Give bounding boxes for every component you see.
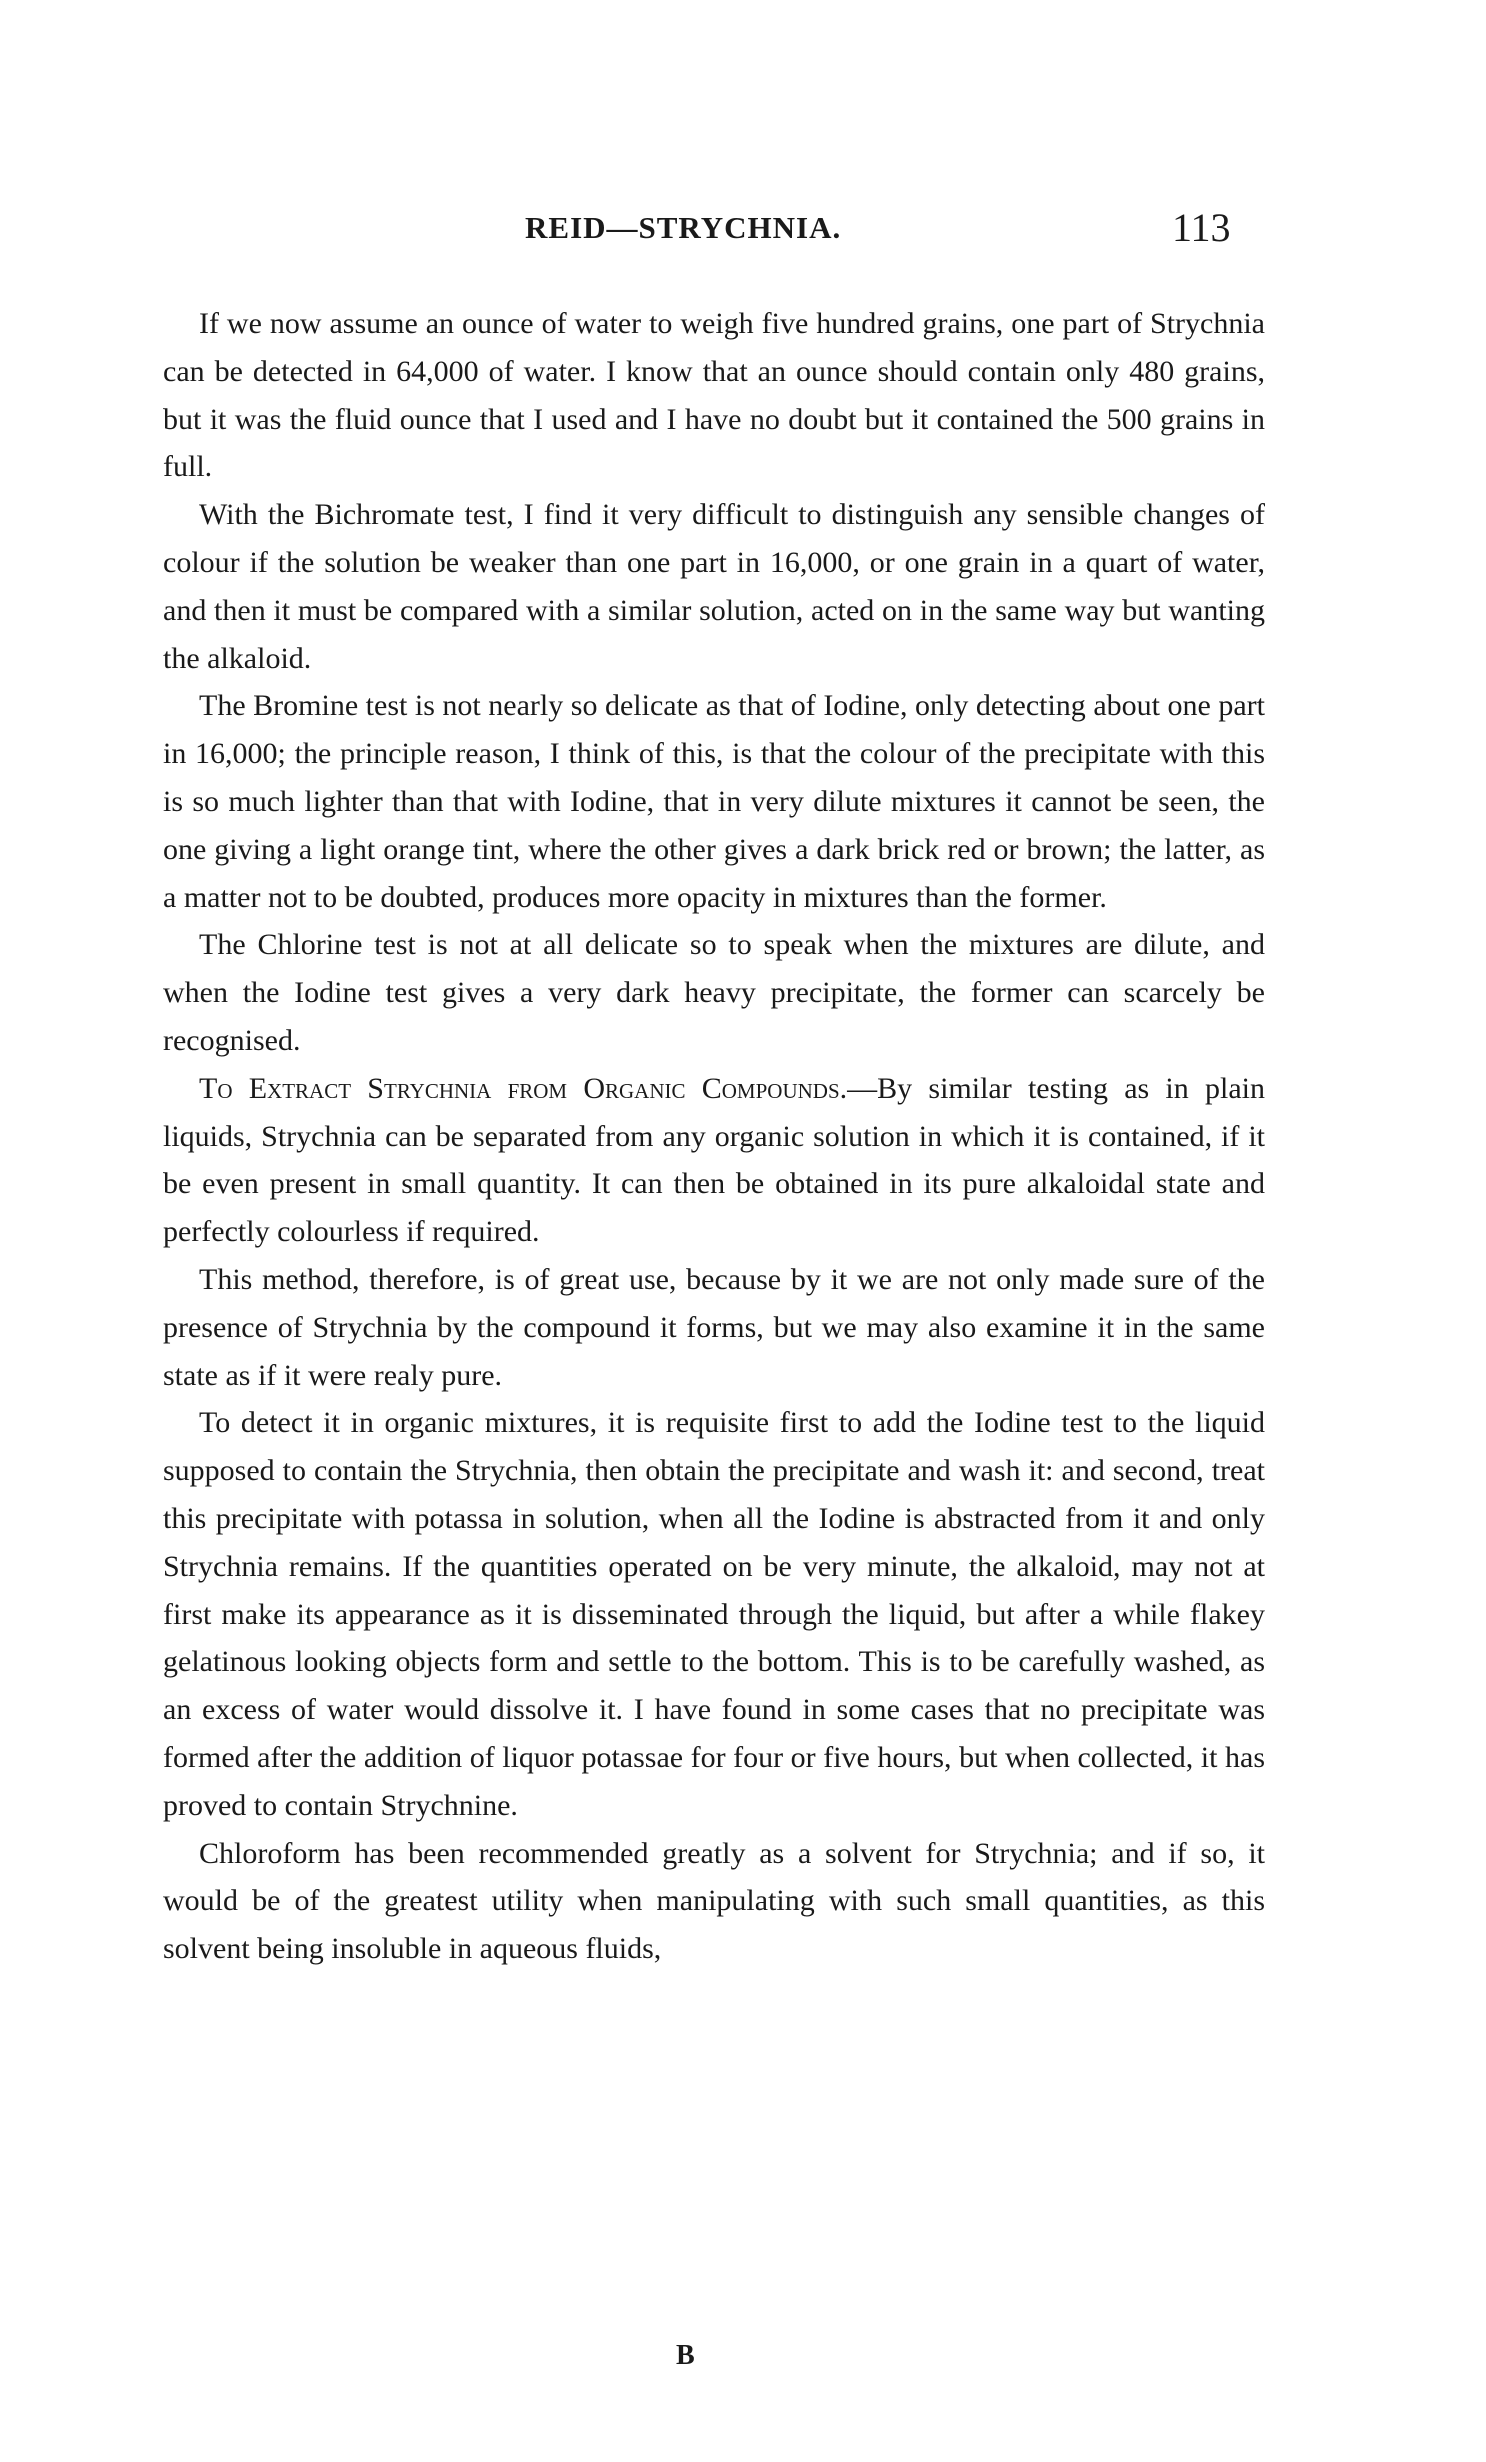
section-heading-extract: To Extract Strychnia from Organic Compounds. xyxy=(199,1071,848,1105)
paragraph-ounce-estimate: If we now assume an ounce of water to weigh five hundred grains, one part of Strychnia can be detected in 64,000 of water. I know that an ounce should contain only 480 grains, but it was the fluid ounce that I used and I have no doubt but it contained the 500 grains in full. xyxy=(163,307,1265,484)
body-text xyxy=(163,300,1265,1973)
extract-text: —By similar testing as in plain liquids, Strychnia can be separated from any organic solution in which it is contained, if it be even present in small quantity. It can then be obtained in its pure alkaloidal state and perfectly colourless if required. xyxy=(163,1071,1266,1249)
paragraph-chlorine-test: The Chlorine test is not at all delicate so to speak when the mixtures are dilute, and when the Iodine test gives a very dark heavy precipitate, the former can scarcely be recognised. xyxy=(163,928,1265,1057)
signature-mark: B xyxy=(676,2340,695,2371)
page-number: 113 xyxy=(1172,205,1231,250)
running-head: REID—STRYCHNIA. xyxy=(525,210,842,245)
paragraph-method-use: This method, therefore, is of great use, because by it we are not only made sure of the presence of Strychnia by the compound it forms, but we may also examine it in the same state as if it were realy pure. xyxy=(163,1262,1265,1392)
paragraph-chloroform: Chloroform has been recommended greatly as a solvent for Strychnia; and if so, it would be of the greatest utility when manipulating with such small quantities, as this solvent being insoluble in aqueous fluids, xyxy=(163,1836,1265,1966)
paragraph-organic-mixtures: To detect it in organic mixtures, it is requisite first to add the Iodine test to the liquid supposed to contain the Strychnia, then obtain the precipitate and wash it: and second, treat this precipitate with potassa in solution, when all the Iodine is abstracted from it and only Strychnia remains. If the quantities operated on be very minute, the alkaloid, may not at first make its appearance as it is disseminated through the liquid, but after a while flakey gelatinous looking objects form and settle to the bottom. This is to be carefully washed, as an excess of water would dissolve it. I have found in some cases that no precipitate was formed after the addition of liquor potassae for four or five hours, but when collected, it has proved to contain Strychnine. xyxy=(163,1406,1265,1822)
paragraph-bichromate-test: With the Bichromate test, I find it very difficult to distinguish any sensible changes of colour if the solution be weaker than one part in 16,000, or one grain in a quart of water, and then it must be compared with a similar solution, acted on in the same way but wanting the alkaloid. xyxy=(163,498,1265,675)
paragraph-bromine-test: The Bromine test is not nearly so delicate as that of Iodine, only detecting about one part in 16,000; the principle reason, I think of this, is that the colour of the precipitate with this is so much lighter than that with Iodine, that in very dilute mixtures it cannot be seen, the one giving a light orange tint, where the other gives a dark brick red or brown; the latter, as a matter not to be doubted, produces more opacity in mixtures than the former. xyxy=(163,689,1265,914)
paragraph-extract-strychnia xyxy=(163,1065,1265,1256)
